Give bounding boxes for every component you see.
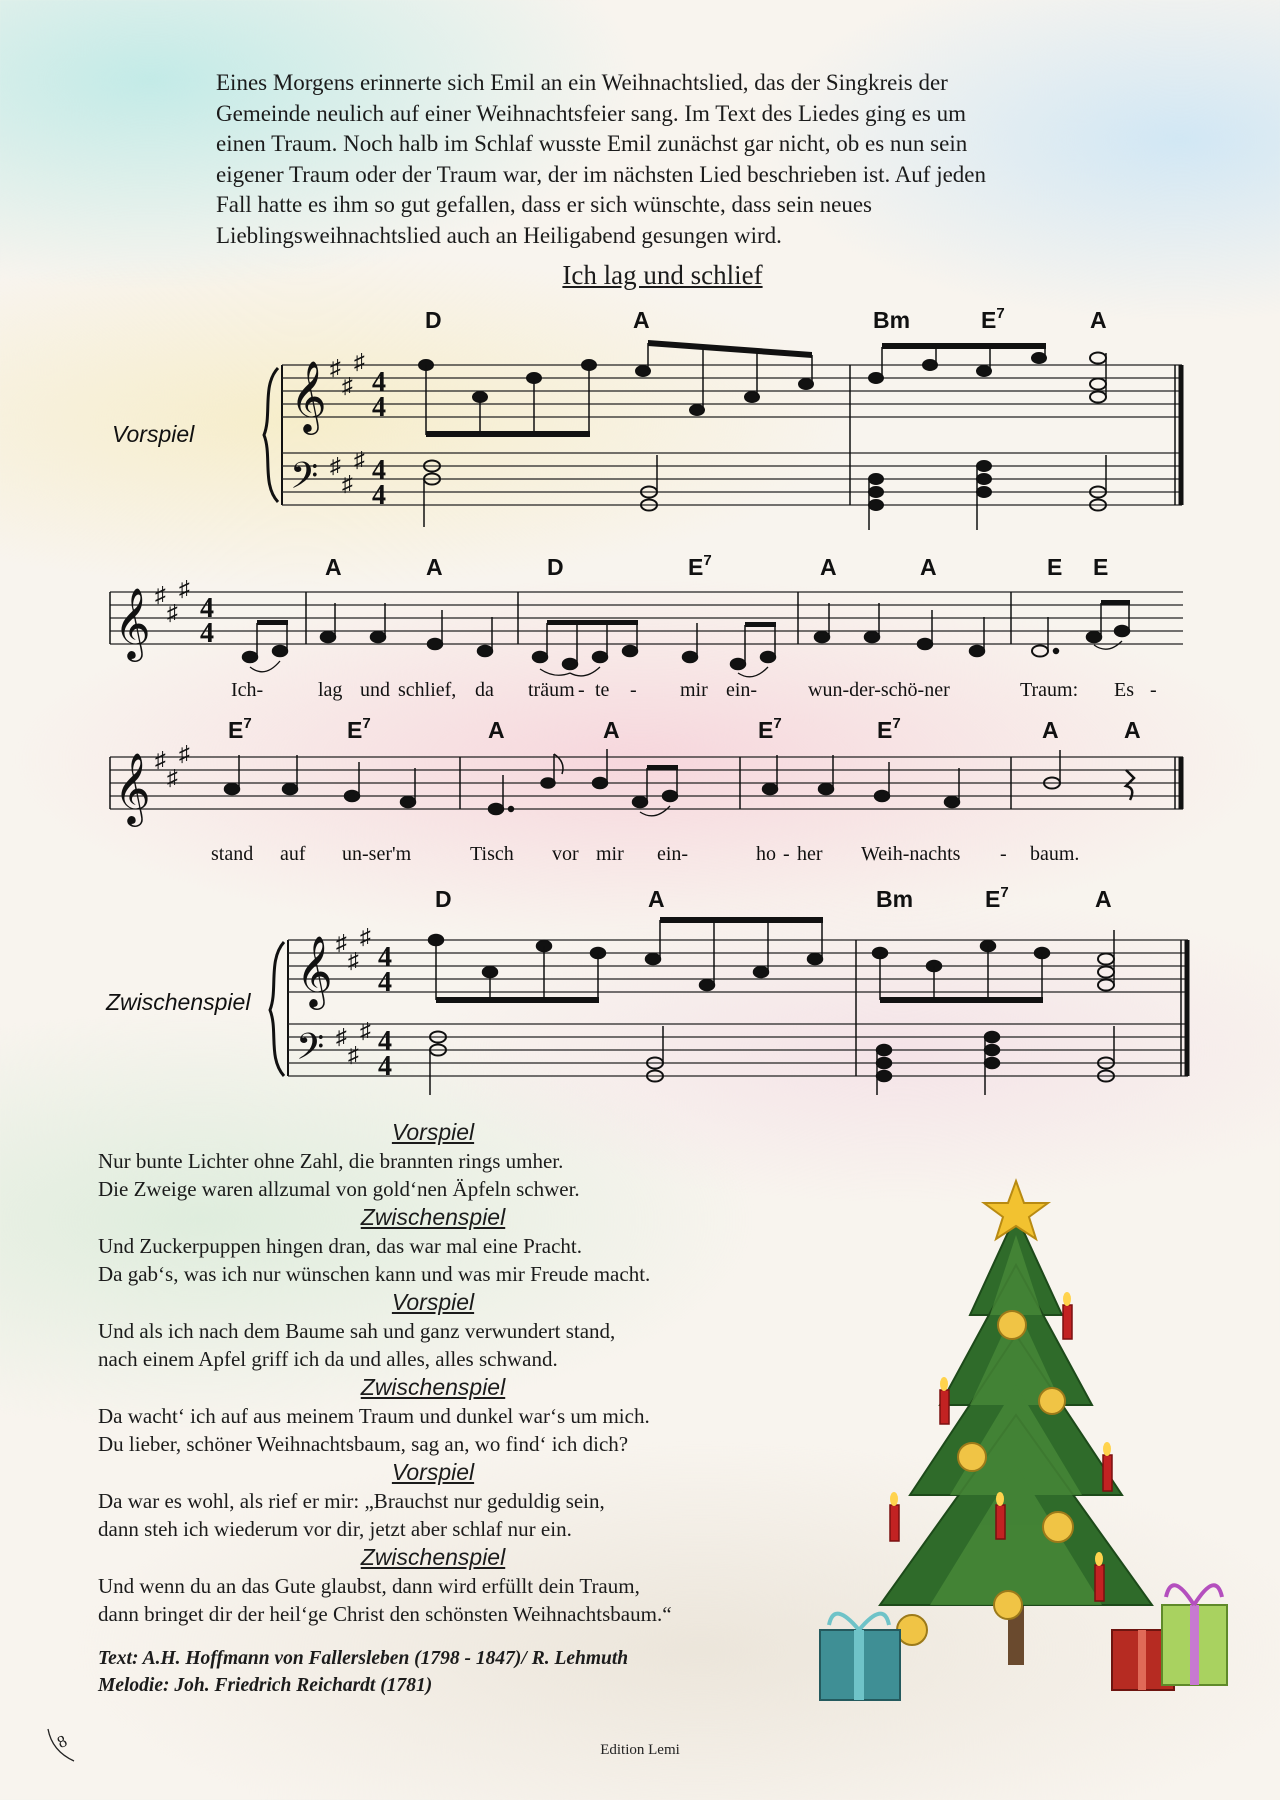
notes [225, 749, 1135, 815]
chord: Bm [873, 307, 911, 333]
verse-block [98, 1288, 798, 1373]
verse-block [98, 1373, 798, 1458]
svg-text:4: 4 [372, 455, 386, 486]
svg-text:♯: ♯ [330, 355, 341, 380]
verse-line: Da war es wohl, als rief er mir: „Brauchst nur geduldig sein, [98, 1489, 605, 1513]
chord: D [547, 554, 564, 580]
time-signature [372, 367, 386, 511]
chord: A [325, 554, 342, 580]
svg-text:♯: ♯ [342, 471, 353, 496]
svg-text:♯: ♯ [167, 600, 178, 625]
verse-line: Da wacht‘ ich auf aus meinem Traum und dunkel war‘s um mich. [98, 1404, 650, 1428]
chord: A [426, 554, 443, 580]
svg-text:♯: ♯ [354, 349, 365, 374]
svg-text:♯: ♯ [360, 924, 371, 949]
svg-text:stand: stand [211, 843, 254, 865]
chord: E [1047, 554, 1063, 580]
bass-clef-icon: 𝄢 [296, 1027, 325, 1076]
svg-text:4: 4 [378, 1051, 392, 1082]
svg-text:schlief,: schlief, [398, 679, 457, 701]
svg-text:Es: Es [1114, 679, 1134, 701]
intro-line: Eines Morgens erinnerte sich Emil an ein Weihnachtslied, das der Singkreis der [216, 70, 948, 95]
svg-text:♯: ♯ [167, 765, 178, 790]
svg-text:-: - [1000, 843, 1007, 865]
credit-text: Text: A.H. Hoffmann von Fallersleben (1798 - 1847)/ R. Lehmuth [98, 1648, 629, 1669]
verse-heading: Zwischenspiel [360, 1544, 506, 1570]
verse-line: dann steh ich wiederum vor dir, jetzt aber schlaf nur ein. [98, 1517, 572, 1541]
chord: A [820, 554, 837, 580]
svg-text:♯: ♯ [155, 747, 166, 772]
svg-text:♯: ♯ [342, 373, 353, 398]
chord: A [1042, 717, 1059, 743]
chord: A [1124, 717, 1141, 743]
intro-line: Gemeinde neulich auf einer Weihnachtsfeier sang. Im Text des Liedes ging es um [216, 100, 966, 126]
svg-text:ho: ho [756, 843, 776, 865]
lyrics [231, 679, 1157, 701]
svg-text:lag: lag [318, 679, 343, 701]
chord: A [648, 886, 665, 912]
svg-text:4: 4 [200, 618, 214, 649]
svg-text:Weih-nachts: Weih-nachts [861, 843, 961, 865]
verse-heading: Vorspiel [391, 1289, 475, 1315]
chord: $E^7$ [758, 715, 782, 743]
intro-line: einen Traum. Noch halb im Schlaf wusste Emil zunächst gar nicht, ob es nun sein [216, 131, 968, 156]
lyrics [211, 843, 1079, 865]
staff-bass [282, 453, 1182, 505]
part-label-vorspiel: Vorspiel [112, 421, 195, 447]
treble-clef-icon: 𝄞 [114, 755, 151, 823]
chord: A [1090, 307, 1107, 333]
svg-text:4: 4 [200, 593, 214, 624]
verse-block [98, 1543, 798, 1628]
svg-text:-: - [783, 843, 790, 865]
svg-text:-: - [1150, 679, 1157, 701]
treble-clef-icon: 𝄞 [114, 590, 151, 658]
publisher-footer: Edition Lemi [600, 1742, 680, 1758]
chord: A [920, 554, 937, 580]
svg-text:♯: ♯ [179, 741, 190, 766]
svg-text:4: 4 [378, 1026, 392, 1057]
zwischenspiel-score [0, 870, 1280, 1095]
song-title: Ich lag und schlief [562, 260, 763, 290]
svg-text:♯: ♯ [336, 930, 347, 955]
svg-text:4: 4 [378, 942, 392, 973]
chord: D [425, 307, 442, 333]
svg-text:♯: ♯ [179, 576, 190, 601]
bass-clef-icon: 𝄢 [290, 456, 319, 505]
treble-clef-icon: 𝄞 [296, 938, 333, 1006]
svg-text:♯: ♯ [354, 447, 365, 472]
svg-text:-: - [630, 679, 637, 701]
intro-line: Lieblingsweihnachtslied auch an Heiligabend gesungen wird. [216, 222, 782, 248]
svg-text:4: 4 [372, 480, 386, 511]
svg-text:♯: ♯ [348, 1042, 359, 1067]
svg-text:-: - [578, 679, 585, 701]
intro-line: Fall hatte es ihm so gut gefallen, dass er sich wünschte, dass sein neues [216, 192, 872, 217]
verse-line: Und als ich nach dem Baume sah und ganz verwundert stand, [98, 1319, 616, 1343]
svg-text:her: her [797, 843, 823, 865]
verse-line: Du lieber, schöner Weihnachtsbaum, sag an, wo find‘ ich dich? [98, 1432, 629, 1456]
verse-line: nach einem Apfel griff ich da und alles, alles schwand. [98, 1347, 558, 1371]
chord: $E^7$ [347, 715, 371, 743]
notes [243, 600, 1131, 670]
vorspiel-score [0, 295, 1280, 540]
verse-block [98, 1458, 798, 1543]
chord: A [1095, 886, 1112, 912]
svg-text:Ich-: Ich- [231, 679, 264, 701]
verse-line: dann bringet dir der heil‘ge Christ den schönsten Weihnachtsbaum.“ [98, 1602, 672, 1626]
verse-heading: Vorspiel [391, 1119, 475, 1145]
gift-icon [1162, 1585, 1227, 1685]
svg-text:4: 4 [372, 392, 386, 423]
verse-line: Und wenn du an das Gute glaubst, dann wird erfüllt dein Traum, [98, 1574, 640, 1598]
verse-heading: Vorspiel [391, 1459, 475, 1485]
svg-text:♯: ♯ [360, 1018, 371, 1043]
verse-line: Und Zuckerpuppen hingen dran, das war mal eine Pracht. [98, 1234, 583, 1258]
treble-clef-icon: 𝄞 [290, 363, 327, 431]
melody-line-2 [0, 710, 1280, 870]
svg-text:♯: ♯ [155, 582, 166, 607]
credit-melody: Melodie: Joh. Friedrich Reichardt (1781) [98, 1675, 433, 1696]
svg-text:un-ser'm: un-ser'm [342, 843, 412, 865]
christmas-tree-illustration [790, 1175, 1250, 1715]
key-signature [330, 349, 365, 496]
verse-block [98, 1118, 798, 1203]
intro-line: eigener Traum oder der Traum war, der im nächsten Lied beschrieben ist. Auf jeden [216, 161, 987, 187]
gift-icon [820, 1614, 900, 1700]
verse-block [98, 1203, 798, 1288]
verse-line: Da gab‘s, was ich nur wünschen kann und was mir Freude macht. [98, 1262, 651, 1286]
svg-text:auf: auf [280, 843, 306, 865]
verse-heading: Zwischenspiel [360, 1374, 506, 1400]
svg-text:♯: ♯ [330, 453, 341, 478]
chord: E [1093, 554, 1109, 580]
svg-text:♯: ♯ [348, 948, 359, 973]
chord: D [435, 886, 452, 912]
svg-text:4: 4 [372, 367, 386, 398]
svg-text:mir: mir [596, 843, 624, 865]
svg-text:da: da [475, 679, 494, 701]
verse-line: Nur bunte Lichter ohne Zahl, die brannten rings umher. [98, 1149, 564, 1173]
svg-text:wun-der-schö-ner: wun-der-schö-ner [808, 679, 950, 701]
svg-text:4: 4 [378, 967, 392, 998]
svg-text:baum.: baum. [1030, 843, 1080, 865]
svg-text:ein-: ein- [657, 843, 689, 865]
chord: $E^7$ [688, 552, 712, 580]
svg-text:und: und [360, 679, 390, 701]
verses [98, 1118, 798, 1628]
chord: $E^7$ [981, 305, 1005, 333]
brace [264, 368, 278, 502]
svg-text:te: te [595, 679, 610, 701]
verse-heading: Zwischenspiel [360, 1204, 506, 1230]
notes-treble [419, 340, 1107, 437]
chord: A [633, 307, 650, 333]
svg-text:Traum:: Traum: [1020, 679, 1079, 701]
chord: $E^7$ [877, 715, 901, 743]
staff [110, 592, 1183, 644]
svg-text:mir: mir [680, 679, 708, 701]
melody-line-1 [0, 545, 1280, 705]
verse-line: Die Zweige waren allzumal von gold‘nen Äpfeln schwer. [98, 1177, 580, 1201]
svg-text:Tisch: Tisch [470, 843, 514, 865]
chord: A [488, 717, 505, 743]
svg-text:träum: träum [528, 679, 575, 701]
chord: $E^7$ [985, 884, 1009, 912]
page-number: 8 [44, 1725, 84, 1765]
svg-text:♯: ♯ [336, 1024, 347, 1049]
staff-treble [282, 365, 1182, 417]
svg-text:vor: vor [552, 843, 579, 865]
intro-paragraph [216, 68, 1088, 251]
part-label-zwischenspiel: Zwischenspiel [106, 989, 251, 1015]
svg-text:ein-: ein- [726, 679, 758, 701]
chord: Bm [876, 886, 914, 912]
chord: A [603, 717, 620, 743]
chord: $E^7$ [228, 715, 252, 743]
credits [98, 1645, 628, 1699]
